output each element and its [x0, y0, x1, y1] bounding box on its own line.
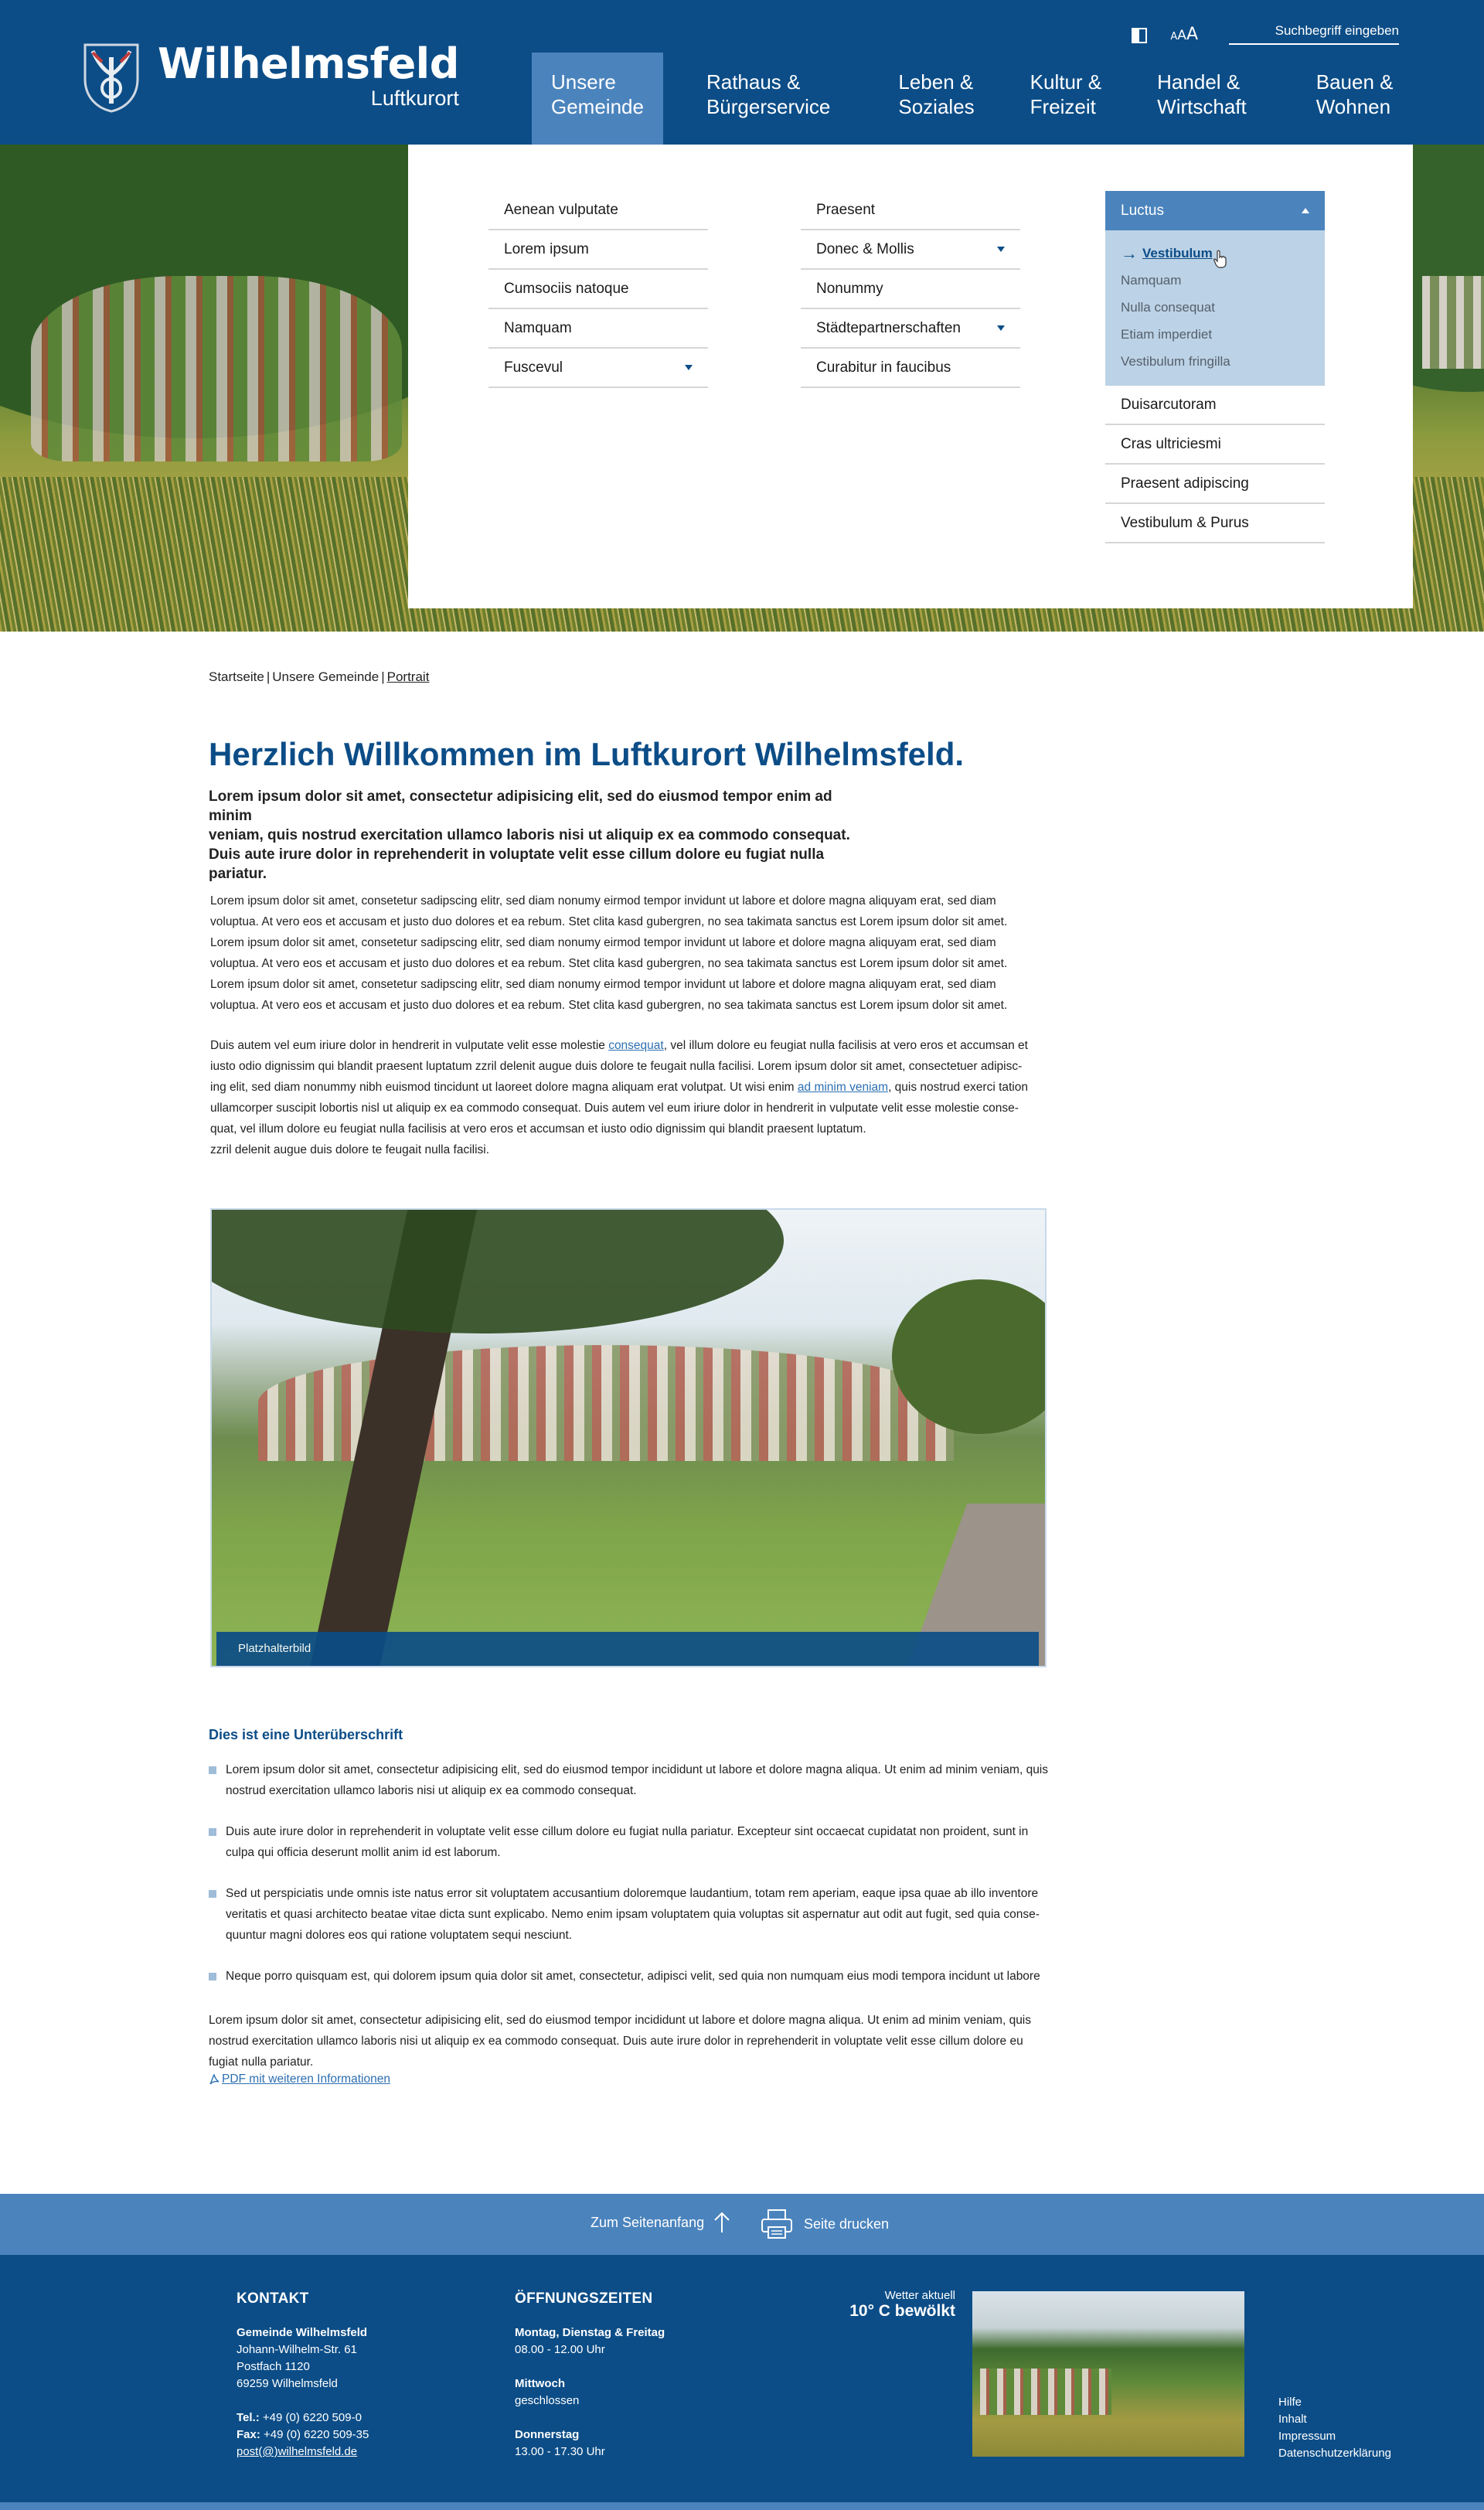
- footer-contact: [237, 2290, 369, 2461]
- pdf-link-label: PDF mit weiteren Informationen: [222, 2072, 390, 2086]
- contact-street: Johann-Wilhelm-Str. 61: [237, 2343, 357, 2356]
- breadcrumb-separator: |: [381, 669, 385, 684]
- nav-item-bauen[interactable]: [1297, 53, 1413, 145]
- menu-item-label: Duisarcutoram: [1121, 396, 1217, 413]
- bullet-list: [209, 1759, 1059, 2007]
- font-size-large[interactable]: A: [1186, 25, 1198, 44]
- menu-item[interactable]: [488, 191, 708, 230]
- menu-item-label: Luctus: [1121, 202, 1164, 219]
- submenu-item-label: Namquam: [1121, 273, 1182, 288]
- footer-heading: ÖFFNUNGSZEITEN: [515, 2290, 653, 2307]
- menu-item-label: Fuscevul: [504, 359, 563, 376]
- text-line: fugiat nulla pariatur.: [209, 2055, 314, 2069]
- contact-name: Gemeinde Wilhelmsfeld: [237, 2326, 368, 2339]
- caret-up-icon[interactable]: [1302, 208, 1309, 213]
- menu-item[interactable]: [801, 349, 1020, 388]
- text-line: voluptua. At vero eos et accusam et justo duo dolores et ea rebum. Stet clita kasd gubergren, no sea takimata sanctus est Lorem ipsum dolor sit amet.: [210, 957, 1008, 970]
- footer-link-impressum[interactable]: Impressum: [1278, 2430, 1336, 2443]
- hours-day: Donnerstag: [515, 2428, 580, 2441]
- logo-title: Wilhelmsfeld: [158, 39, 459, 88]
- weather-label: Wetter aktuell: [884, 2289, 955, 2302]
- menu-item[interactable]: [1105, 504, 1325, 543]
- weather-value: 10° C bewölkt: [849, 2302, 955, 2320]
- back-to-top-link[interactable]: [591, 2211, 730, 2234]
- nav-label-line2: Bürgerservice: [706, 95, 831, 118]
- contact-po-box: Postfach 1120: [237, 2360, 310, 2373]
- text-line: Duis aute irure dolor in reprehenderit in voluptate velit esse cillum dolore eu fugiat nulla pariatur. Excepteur sint occaecat cupidatat non proident, sunt in: [226, 1825, 1029, 1838]
- nav-label-line2: Wohnen: [1316, 95, 1391, 118]
- text-span: , quis nostrud exerci tation: [888, 1081, 1028, 1094]
- bullet-square-icon: [209, 1973, 216, 1980]
- menu-item-label: Vestibulum & Purus: [1121, 514, 1249, 531]
- hours-day: Montag, Dienstag & Freitag: [515, 2326, 665, 2339]
- arrow-right-icon: →: [1121, 244, 1138, 263]
- nav-label-line1: Rathaus &: [706, 70, 801, 94]
- menu-item[interactable]: [801, 230, 1020, 270]
- menu-item-label: Namquam: [504, 319, 572, 336]
- logo-subtitle: Luftkurort: [370, 87, 459, 110]
- font-size-icon[interactable]: [1170, 27, 1198, 45]
- print-label: Seite drucken: [804, 2215, 890, 2232]
- nav-label-line1: Bauen &: [1316, 70, 1394, 94]
- text-line: [210, 1077, 1045, 1098]
- footer-photo: [972, 2291, 1244, 2457]
- site-header: [0, 0, 1484, 145]
- menu-item-label: Lorem ipsum: [504, 240, 589, 257]
- submenu-item[interactable]: [1121, 348, 1309, 375]
- text-line: Lorem ipsum dolor sit amet, consectetur adipisicing elit, sed do eiusmod tempor incididunt ut labore et dolore magna aliqua. Ut enim ad minim veniam, quis: [209, 2014, 1032, 2027]
- submenu-item-label: Etiam imperdiet: [1121, 327, 1213, 342]
- nav-label-line2: Wirtschaft: [1157, 95, 1247, 118]
- text-line: culpa qui officia deserunt mollit anim id est laborum.: [226, 1846, 501, 1859]
- nav-label-line1: Leben &: [898, 70, 974, 94]
- mega-menu-column: [488, 191, 708, 388]
- text-line: nostrud exercitation ullamco laboris nisi ut aliquip ex ea commodo consequat.: [226, 1784, 637, 1797]
- submenu: [1105, 230, 1325, 386]
- lead-line: Lorem ipsum dolor sit amet, consectetur adipisicing elit, sed do eiusmod tempor enim ad minim: [209, 788, 832, 824]
- site-logo[interactable]: [82, 39, 459, 113]
- nav-item-leben[interactable]: [879, 53, 993, 145]
- body-paragraph: [210, 891, 1045, 1016]
- contact-phone[interactable]: [237, 2410, 369, 2427]
- breadcrumb-home[interactable]: Startseite: [209, 669, 264, 684]
- text-span: Duis autem vel eum iriure dolor in hendrerit in vulputate velit esse molestie: [210, 1039, 609, 1052]
- submenu-item[interactable]: [1121, 294, 1309, 321]
- text-line: veritatis et quasi architecto beatae vitae dicta sunt explicabo. Nemo enim ipsam voluptatem quia voluptas sit aspernatur aut odit aut fugit, sed quia conse-: [226, 1908, 1040, 1921]
- printer-icon: [761, 2209, 793, 2239]
- menu-item-label: Cumsociis natoque: [504, 280, 629, 297]
- text-line: Lorem ipsum dolor sit amet, consetetur sadipscing elitr, sed diam nonumy eirmod tempor invidunt ut labore et dolore magna aliquyam erat, sed diam: [210, 894, 996, 908]
- nav-item-handel[interactable]: [1138, 53, 1266, 145]
- closing-paragraph: [209, 2010, 1059, 2072]
- nav-label-line2: Freizeit: [1030, 95, 1096, 118]
- footer-opening-hours: [515, 2290, 665, 2461]
- footer-link-inhalt[interactable]: Inhalt: [1278, 2413, 1307, 2426]
- menu-item-label: Curabitur in faucibus: [816, 359, 951, 376]
- list-item: [209, 1883, 1059, 1946]
- text-line: zzril delenit augue duis dolore te feugait nulla facilisi.: [210, 1143, 490, 1156]
- footer-action-bar: [0, 2194, 1484, 2255]
- menu-item[interactable]: [488, 270, 708, 309]
- phone-label: Tel.:: [237, 2411, 260, 2424]
- bullet-square-icon: [209, 1828, 216, 1836]
- mega-menu-column: [1105, 191, 1325, 543]
- header-tools: [1132, 23, 1399, 45]
- fax-number: +49 (0) 6220 509-35: [260, 2428, 369, 2441]
- caret-down-icon[interactable]: [997, 247, 1005, 252]
- font-size-small[interactable]: A: [1170, 31, 1178, 43]
- phone-number: +49 (0) 6220 509-0: [259, 2411, 362, 2424]
- nav-item-unsere-gemeinde[interactable]: [532, 53, 663, 145]
- list-item: [209, 1966, 1059, 1987]
- main-content: [209, 669, 1059, 2086]
- nav-item-kultur[interactable]: [1011, 53, 1122, 145]
- menu-item[interactable]: [801, 191, 1020, 230]
- font-size-medium[interactable]: A: [1177, 28, 1186, 43]
- hero-village: [1422, 276, 1484, 369]
- image-caption: Platzhalterbild: [216, 1632, 1039, 1666]
- contact-fax: [237, 2427, 369, 2444]
- submenu-item-label: Vestibulum: [1142, 246, 1213, 261]
- text-line: Sed ut perspiciatis unde omnis iste natus error sit voluptatem accusantium doloremque laudantium, totam rem aperiam, eaque ipsa quae ab illo inventore: [226, 1887, 1039, 1900]
- lead-line: veniam, quis nostrud exercitation ullamco laboris nisi ut aliquip ex ea commodo consequat.: [209, 827, 850, 843]
- nav-label-line2: Gemeinde: [551, 95, 644, 118]
- menu-item-label: Städtepartnerschaften: [816, 319, 961, 336]
- nav-item-rathaus[interactable]: [687, 53, 849, 145]
- submenu-item[interactable]: [1121, 321, 1309, 348]
- pdf-icon: [209, 2074, 220, 2085]
- bullet-square-icon: [209, 1890, 216, 1898]
- inline-link[interactable]: ad minim veniam: [797, 1081, 889, 1094]
- hand-cursor-icon: [1213, 250, 1227, 268]
- pdf-download-link[interactable]: [209, 2072, 390, 2086]
- page-title: Herzlich Willkommen im Luftkurort Wilhelmsfeld.: [209, 736, 965, 772]
- text-line: [210, 1035, 1045, 1056]
- menu-item-label: Aenean vulputate: [504, 201, 618, 218]
- back-to-top-label: Zum Seitenanfang: [591, 2214, 705, 2230]
- lead-paragraph: [209, 787, 858, 884]
- content-image: [210, 1208, 1047, 1667]
- contrast-toggle-icon[interactable]: [1132, 28, 1147, 43]
- arrow-up-icon: [713, 2211, 730, 2234]
- caret-down-icon[interactable]: [685, 365, 693, 370]
- submenu-item[interactable]: [1121, 267, 1309, 294]
- text-line: voluptua. At vero eos et accusam et justo duo dolores et ea rebum. Stet clita kasd gubergren, no sea takimata sanctus est Lorem ipsum dolor sit amet.: [210, 915, 1008, 928]
- body-paragraph: [210, 1035, 1045, 1160]
- text-line: Neque porro quisquam est, qui dolorem ipsum quia dolor sit amet, consectetur, adipisci velit, sed quia non numquam eius modi tempora incidunt ut labore: [226, 1970, 1040, 1983]
- bottom-strip: [0, 2502, 1484, 2510]
- nav-label-line1: Kultur &: [1030, 70, 1102, 94]
- menu-item[interactable]: [1105, 425, 1325, 465]
- menu-item[interactable]: [488, 349, 708, 388]
- menu-item-label: Cras ultriciesmi: [1121, 435, 1221, 452]
- text-line: nostrud exercitation ullamco laboris nisi ut aliquip ex ea commodo consequat. Duis aute irure dolor in reprehenderit in voluptate velit esse cillum dolore eu: [209, 2035, 1023, 2048]
- inline-link[interactable]: consequat: [608, 1039, 664, 1052]
- nav-label-line2: Soziales: [898, 95, 975, 118]
- search-input[interactable]: [1229, 23, 1399, 45]
- breadcrumb: [209, 669, 1059, 685]
- contact-city: 69259 Wilhelmsfeld: [237, 2377, 338, 2390]
- main-navigation: [532, 53, 1412, 145]
- text-line: iusto odio dignissim qui blandit praesent luptatum zzril delenit augue duis dolore te feugait nulla facilisi. Lorem ipsum dolor sit amet, consectetuer adipisc-: [210, 1060, 1023, 1073]
- fax-label: Fax:: [237, 2428, 260, 2441]
- menu-item-label: Donec & Mollis: [816, 240, 914, 257]
- site-footer: [0, 2255, 1484, 2510]
- caret-down-icon[interactable]: [997, 325, 1005, 331]
- text-line: Lorem ipsum dolor sit amet, consetetur sadipscing elitr, sed diam nonumy eirmod tempor invidunt ut labore et dolore magna aliquyam erat, sed diam: [210, 978, 996, 991]
- contact-email-link[interactable]: post(@)wilhelmsfeld.de: [237, 2445, 358, 2458]
- text-line: Lorem ipsum dolor sit amet, consetetur sadipscing elitr, sed diam nonumy eirmod tempor invidunt ut labore et dolore magna aliquyam erat, sed diam: [210, 936, 996, 949]
- text-span: , vel illum dolore eu feugiat nulla facilisis at vero eros et accumsan et: [663, 1039, 1028, 1052]
- menu-item-label: Praesent: [816, 201, 876, 218]
- menu-item[interactable]: [488, 230, 708, 270]
- bullet-square-icon: [209, 1766, 216, 1774]
- breadcrumb-parent[interactable]: Unsere Gemeinde: [272, 669, 380, 684]
- hours-day: Mittwoch: [515, 2377, 565, 2390]
- list-item: [209, 1821, 1059, 1863]
- footer-links: [1278, 2394, 1391, 2462]
- text-line: Lorem ipsum dolor sit amet, consectetur adipisicing elit, sed do eiusmod tempor incididunt ut labore et dolore magna aliqua. Ut enim ad minim veniam, quis: [226, 1763, 1049, 1776]
- menu-item[interactable]: [801, 309, 1020, 349]
- weather-widget: [835, 2289, 955, 2321]
- menu-item-label: Praesent adipiscing: [1121, 475, 1249, 492]
- footer-link-datenschutz[interactable]: Datenschutzerklärung: [1278, 2447, 1391, 2460]
- menu-item-label: Nonummy: [816, 280, 883, 297]
- lead-line: Duis aute irure dolor in reprehenderit in voluptate velit esse cillum dolore eu fugiat nulla pariatur.: [209, 846, 825, 882]
- footer-photo-village: [980, 2369, 1111, 2415]
- menu-item[interactable]: [1105, 386, 1325, 425]
- text-line: voluptua. At vero eos et accusam et justo duo dolores et ea rebum. Stet clita kasd gubergren, no sea takimata sanctus est Lorem ipsum dolor sit amet.: [210, 999, 1008, 1012]
- submenu-item-label: Vestibulum fringilla: [1121, 354, 1230, 369]
- menu-item-open[interactable]: [1105, 191, 1325, 230]
- hours-time: geschlossen: [515, 2394, 580, 2407]
- text-span: ing elit, sed diam nonummy nibh euismod tincidunt ut laoreet dolore magna aliquam erat volutpat. Ut wisi enim: [210, 1081, 798, 1094]
- subheading: Dies ist eine Unterüberschrift: [209, 1727, 403, 1742]
- image-tree-canopy: [210, 1208, 784, 1333]
- breadcrumb-separator: |: [266, 669, 271, 684]
- nav-label-line1: Unsere: [551, 70, 616, 94]
- print-page-link[interactable]: [761, 2209, 889, 2239]
- hours-time: 13.00 - 17.30 Uhr: [515, 2445, 605, 2458]
- mega-menu-column: [801, 191, 1020, 388]
- mega-menu: [408, 145, 1413, 608]
- menu-item[interactable]: [1105, 465, 1325, 504]
- hours-time: 08.00 - 12.00 Uhr: [515, 2343, 605, 2356]
- submenu-item-active[interactable]: [1121, 240, 1309, 267]
- footer-link-hilfe[interactable]: Hilfe: [1278, 2396, 1302, 2409]
- list-item: [209, 1759, 1059, 1801]
- text-line: quat, vel illum dolore eu feugiat nulla facilisis at vero eros et accumsan et iusto odio dignissim qui blandit praesent luptatum.: [210, 1122, 866, 1136]
- menu-item[interactable]: [488, 309, 708, 349]
- text-line: ullamcorper suscipit lobortis nisl ut aliquip ex ea commodo consequat. Duis autem vel eum iriure dolor in hendrerit in vulputate velit esse molestie conse-: [210, 1102, 1019, 1115]
- coat-of-arms-icon: [82, 42, 141, 113]
- menu-item[interactable]: [801, 270, 1020, 309]
- submenu-item-label: Nulla consequat: [1121, 300, 1215, 315]
- footer-heading: KONTAKT: [237, 2290, 309, 2307]
- hero-village: [31, 276, 402, 461]
- breadcrumb-current[interactable]: Portrait: [386, 669, 430, 684]
- text-line: quuntur magni dolores eos qui ratione voluptatem sequi nesciunt.: [226, 1929, 573, 1942]
- nav-label-line1: Handel &: [1157, 70, 1241, 94]
